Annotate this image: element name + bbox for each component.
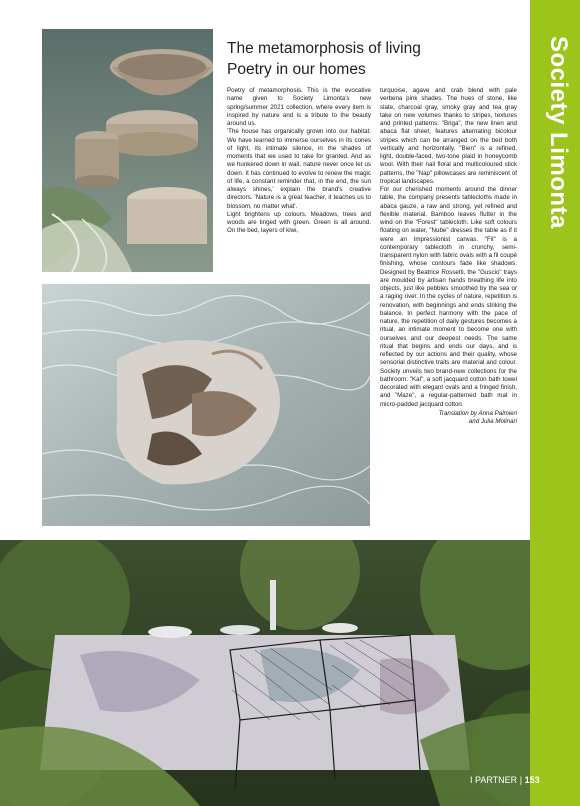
paragraph: Poetry of metamorphosis. This is the evocative name given to Society Limonta's new spring/summer 2021 collection, where every item is inspired by nature and is a tribute to the beauty around us. (227, 87, 371, 127)
sidebar-brand-label: Society Limonta (545, 36, 572, 229)
magazine-name: I PARTNER (470, 775, 518, 785)
article-title: The metamorphosis of living (227, 40, 421, 57)
translation-credit (380, 410, 517, 427)
paragraph: 'The house has organically grown into our habitat. We have learned to immerse ourselves in its cones of light, its intimate silence, in the shades of moments that we used to take for granted. And as we hunkered down in wait, nature never once let us down. It has continued to evolve to renew the magic of life, a constant reminder that, in the end, the sun always shines,' explain the brand's creative directors. 'Nature is a great teacher, it teaches us to blossom, no matter what'. (227, 128, 371, 210)
page-number: 153 (524, 775, 540, 785)
page-footer (470, 775, 540, 785)
article-column-1 (227, 87, 371, 236)
article-heading (227, 38, 517, 80)
credit-line: and Julia Molinari (468, 418, 517, 425)
article-column-2 (380, 87, 517, 426)
paragraph: turquoise, agave and crab blend with pale verbena pink shades. The hues of stone, like slate, charcoal gray, smoky gray and tea gray take on new volumes thanks to stripes, textures and printed patterns. "Briga", the new linen and abaca flat sheet, features alternating bicolour stripes which can be arranged on the bed both vertically and horizontally. "Bien" is a refined, light, double-faced, two-tone plaid in honeycomb wool. With their nail floral and multicoloured stick patterns, the "Nap" pillowcases are reminiscent of tropical landscapes. (380, 87, 517, 185)
ceramics-photo (42, 29, 213, 272)
pillow-in-water-photo (42, 284, 370, 526)
footer-separator: | (519, 775, 523, 785)
article-subtitle: Poetry in our homes (227, 61, 366, 78)
credit-line: Translation by Anna Palmieri (438, 409, 517, 417)
paragraph: For our cherished moments around the dinner table, the company presents tablecloths made in abaca gauze, a raw and strong, yet refined and flexible material. Bamboo leaves flutter in the wind on the "Forest" tablecloth. Like soft colours floating on water, "Nube" dresses the table as if it were an Impressionist canvas. "Fil" is a contemporary tablecloth in crunchy, semi-transparent nylon with fabric ovals with a fil coupé finishing, whose contours fade like shadows. Designed by Beatrice Rossetti, the "Guscio" trays are moulded by artisan hands breathing life into objects, just like pebbles smoothed by the sea or a raging river. In the cycles of nature, repetition is renovation, with beginnings and ends striking the balance. In perfect harmony with the pace of nature, the repetition of daily gestures becomes a ritual, an intimate moment to become one with ourselves and our deepest needs. The same ritual that begins and ends our days, and is reflected by our actions and their quality, whose sensorial distinctive traits are material and colour. Society unveils two brand-new collections for the bathroom: "Kal", a soft jacquard cotton bath towel decorated with elegant ovals and a fringed finish, and "Maze", a regular-patterned bath mat in micro-padded jacquard cotton. (380, 186, 517, 408)
paragraph: Light brightens up colours. Meadows, trees and woods are tinged with green. Green is all around. On the bed, layers of kiwi, (227, 210, 371, 235)
garden-table-photo (0, 540, 580, 806)
